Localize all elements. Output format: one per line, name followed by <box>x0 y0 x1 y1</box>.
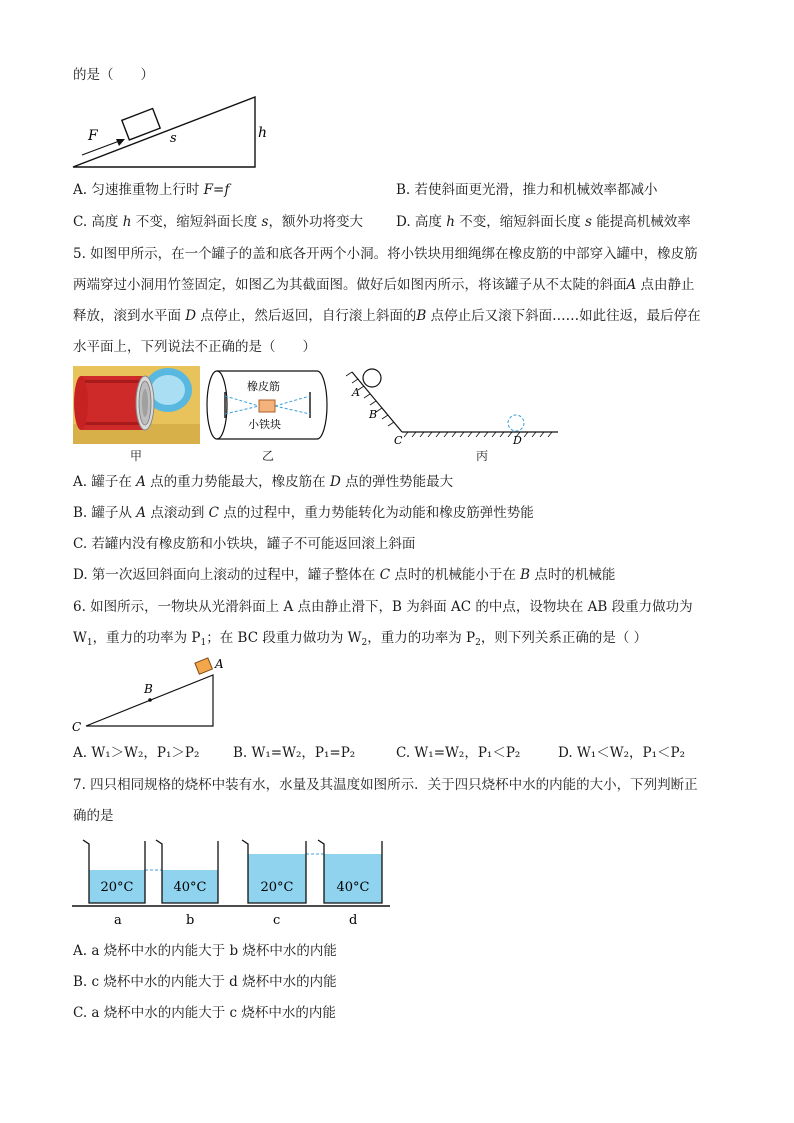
q7-stem-line-2: 确的是 <box>73 808 114 824</box>
beaker-a <box>83 840 145 903</box>
q5-label-jia: 甲 <box>130 449 143 463</box>
q5-iron-block <box>259 400 275 412</box>
q5-figure-jia-photo <box>73 366 200 444</box>
q4-label-s: s <box>170 131 177 146</box>
q4-option-c[interactable]: C. 高度 h 不变，缩短斜面长度 s，额外功将变大 <box>73 214 363 230</box>
beaker-c-label: c <box>273 913 281 928</box>
q5-point-a: A <box>352 386 360 399</box>
q6-stem-line-2: $W_1$，重力的功率为 $P_1$；在 BC 段重力做功为 $W_2$，重力的功率为 $P_2$，则下列关系正确的是（ ） <box>73 630 648 648</box>
q5-label-yi: 乙 <box>262 449 275 463</box>
beaker-b-label: b <box>186 913 195 928</box>
q5-option-a[interactable]: A. 罐子在 A 点的重力势能最大，橡皮筋在 D 点的弹性势能最大 <box>73 474 454 490</box>
beaker-a-label: a <box>114 913 122 928</box>
q5-option-d[interactable]: D. 第一次返回斜面向上滚动的过程中，罐子整体在 C 点时的机械能小于在 B 点时的机械能 <box>73 567 616 583</box>
q5-can-stop <box>508 415 524 431</box>
q5-can-start <box>363 369 381 387</box>
q6-point-c: C <box>72 720 82 734</box>
q5-point-d: D <box>513 434 522 444</box>
q6-midpoint-b <box>148 698 152 702</box>
q4-incline-figure <box>70 93 280 171</box>
q4-option-a[interactable]: A. 匀速推重物上行时 F=f <box>73 182 230 198</box>
q5-point-b: B <box>369 408 378 421</box>
q5-stem-line-3: 释放，滚到水平面 D 点停止，然后返回，自行滚上斜面的B 点停止后又滚下斜面……如此往返，最后停在 <box>73 308 701 324</box>
q7-option-c[interactable]: C. a 烧杯中水的内能大于 c 烧杯中水的内能 <box>73 1005 336 1021</box>
q5-label-rubber: 橡皮筋 <box>247 380 280 393</box>
q4-incline-triangle <box>73 97 255 167</box>
q5-point-c: C <box>394 434 403 444</box>
q4-option-d[interactable]: D. 高度 h 不变，缩短斜面长度 s 能提高机械效率 <box>396 214 691 230</box>
q6-point-b: B <box>144 682 153 696</box>
q6-incline-figure <box>70 655 235 735</box>
beaker-d-label: d <box>349 913 358 928</box>
q5-stem-line-2: 两端穿过小洞用竹签固定，如图乙为其截面图。做好后如图丙所示，将该罐子从不太陡的斜面A 点由静止 <box>73 277 695 293</box>
q6-option-d[interactable]: D. W₁＜W₂，P₁＜P₂ <box>558 745 685 761</box>
beaker-d <box>318 840 382 903</box>
beaker-b-temp: 40°C <box>173 880 207 895</box>
q5-option-c[interactable]: C. 若罐内没有橡皮筋和小铁块，罐子不可能返回滚上斜面 <box>73 536 416 552</box>
q7-option-a[interactable]: A. a 烧杯中水的内能大于 b 烧杯中水的内能 <box>73 943 337 959</box>
q6-block <box>195 658 212 674</box>
q6-option-b[interactable]: B. W₁=W₂，P₁=P₂ <box>233 745 356 761</box>
q7-stem-line-1: 7. 四只相同规格的烧杯中装有水，水量及其温度如图所示．关于四只烧杯中水的内能的大小，下列判断正 <box>73 777 698 793</box>
q5-option-b[interactable]: B. 罐子从 A 点滚动到 C 点的过程中，重力势能转化为动能和橡皮筋弹性势能 <box>73 505 534 521</box>
q7-option-b[interactable]: B. c 烧杯中水的内能大于 d 烧杯中水的内能 <box>73 974 337 990</box>
q5-stem-line-1: 5. 如图甲所示，在一个罐子的盖和底各开两个小洞。将小铁块用细绳绑在橡皮筋的中部穿入罐中，橡皮筋 <box>73 246 698 262</box>
q4-stem-tail: 的是（ ） <box>73 67 154 83</box>
q6-stem-line-1: 6. 如图所示，一物块从光滑斜面上 A 点由静止滑下，B 为斜面 AC 的中点，设物块在 AB 段重力做功为 <box>73 599 693 615</box>
q5-stem-line-4: 水平面上，下列说法不正确的是（ ） <box>73 339 316 355</box>
q6-point-a: A <box>215 657 224 671</box>
q4-label-f: F <box>88 128 98 144</box>
beaker-a-temp: 20°C <box>100 880 134 895</box>
q4-option-b[interactable]: B. 若使斜面更光滑，推力和机械效率都减小 <box>396 182 658 198</box>
q5-label-iron: 小铁块 <box>248 418 281 431</box>
q4-label-h: h <box>258 125 268 141</box>
q5-figure-bing-incline <box>346 366 562 444</box>
q6-option-a[interactable]: A. W₁＞W₂，P₁＞P₂ <box>73 745 200 761</box>
q6-option-c[interactable]: C. W₁=W₂，P₁＜P₂ <box>396 745 521 761</box>
beaker-c-temp: 20°C <box>260 880 294 895</box>
q4-force-arrow-head <box>116 139 125 146</box>
beaker-d-temp: 40°C <box>336 880 370 895</box>
q5-label-bing: 丙 <box>476 449 489 463</box>
beaker-b <box>156 840 218 903</box>
q7-beakers-figure <box>70 836 395 930</box>
q5-figure-yi-section <box>203 366 331 444</box>
beaker-c <box>242 840 306 903</box>
